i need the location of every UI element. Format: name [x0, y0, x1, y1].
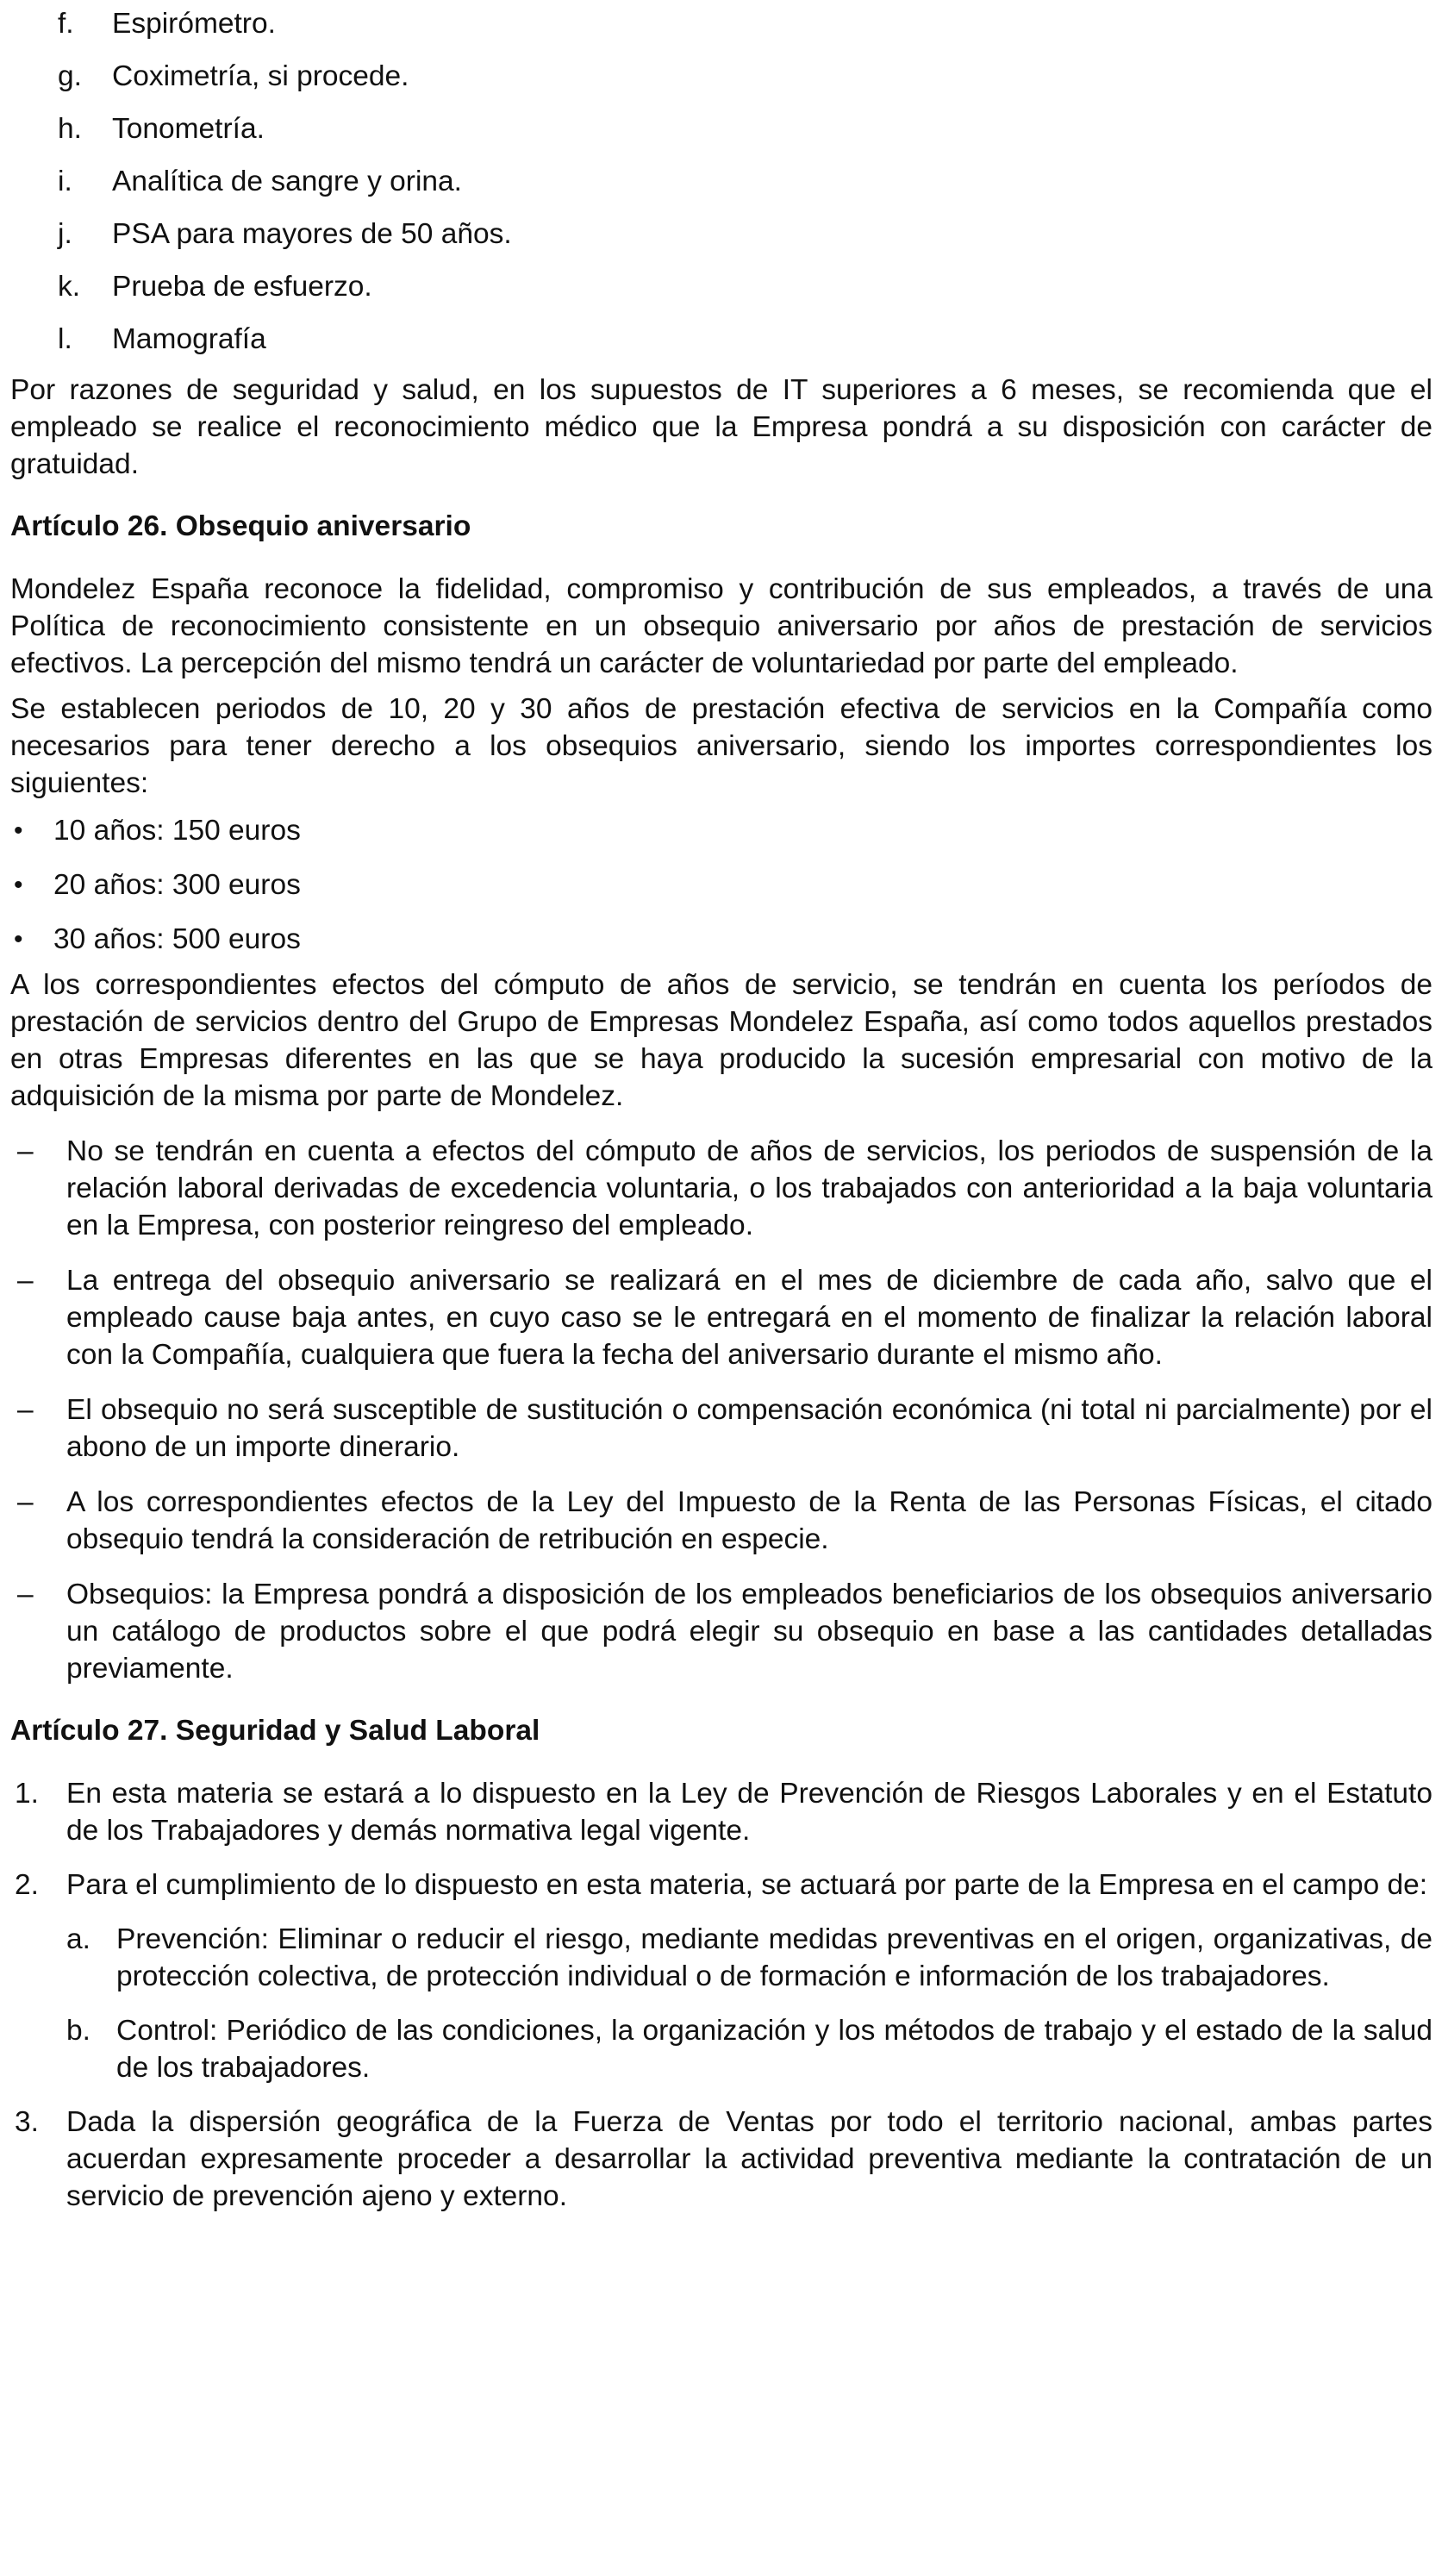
item-text: En esta materia se estará a lo dispuesto en la Ley de Prevención de Riesgos Laborales y en el Estatuto de los Trabajadores y demás normativa legal vigente.: [66, 1777, 1432, 1847]
item-text: Para el cumplimiento de lo dispuesto en esta materia, se actuará por parte de la Empresa en el campo de:: [66, 1868, 1428, 1901]
bullet-list: [10, 803, 1432, 966]
item-text: La entrega del obsequio aniversario se realizará en el mes de diciembre de cada año, salvo que el empleado cause baja antes, en cuyo caso se le entregará en el momento de finalizar la relación laboral con la Compañía, cualquiera que fuera la fecha del aniversario durante el mismo año.: [66, 1264, 1432, 1371]
item-text: Analítica de sangre y orina.: [112, 166, 462, 197]
list-item: [10, 1775, 1432, 1849]
list-item: [10, 1391, 1432, 1466]
item-text: Tonometría.: [112, 113, 265, 145]
item-label: l.: [58, 323, 72, 355]
item-text: Obsequios: la Empresa pondrá a disposición de los empleados beneficiarios de los obsequios aniversario un catálogo de productos sobre el que podrá elegir su obsequio en base a las cantidades detalladas previamente.: [66, 1578, 1432, 1685]
item-label: i.: [58, 166, 72, 197]
list-item: [10, 263, 1432, 316]
item-text: Control: Periódico de las condiciones, la organización y los métodos de trabajo y el estado de la salud de los trabajadores.: [116, 2014, 1432, 2084]
list-item: [10, 158, 1432, 210]
lettered-list: [10, 0, 1432, 368]
list-item: [10, 1133, 1432, 1244]
item-text: El obsequio no será susceptible de sustitución o compensación económica (ni total ni parcialmente) por el abono de un importe dinerario.: [66, 1393, 1432, 1463]
article-27-heading: Artículo 27. Seguridad y Salud Laboral: [10, 1714, 540, 1747]
item-label: h.: [58, 113, 82, 145]
article-26-paragraph: Se establecen periodos de 10, 20 y 30 años de prestación efectiva de servicios en la Compañía como necesarios para tener derecho a los obsequios aniversario, siendo los importes correspondientes los siguientes:: [10, 692, 1432, 799]
item-number: 2.: [15, 1868, 39, 1901]
bullet-icon: •: [14, 870, 23, 899]
list-item: [10, 1866, 1432, 1904]
item-label: g.: [58, 60, 82, 92]
list-item: [10, 1484, 1432, 1558]
dash-icon: –: [17, 1485, 34, 1518]
list-item: [10, 210, 1432, 263]
list-item: [10, 1262, 1432, 1373]
list-item: [10, 2104, 1432, 2215]
article-26-heading: Artículo 26. Obsequio aniversario: [10, 510, 471, 542]
dash-icon: –: [17, 1135, 34, 1167]
item-text: Mamografía: [112, 323, 266, 355]
item-number: 1.: [15, 1777, 39, 1810]
document-page: [10, 0, 1432, 2215]
item-text: 20 años: 300 euros: [53, 868, 301, 901]
item-text: PSA para mayores de 50 años.: [112, 218, 512, 250]
list-item: [10, 803, 1432, 858]
item-text: 30 años: 500 euros: [53, 922, 301, 955]
item-text: Dada la dispersión geográfica de la Fuerza de Ventas por todo el territorio nacional, ambas partes acuerdan expresamente proceder a desarrollar la actividad preventiva mediante la contratación de un servicio de prevención ajeno y externo.: [66, 2105, 1432, 2212]
item-label: k.: [58, 271, 81, 303]
dash-icon: –: [17, 1578, 34, 1610]
list-item: [10, 316, 1432, 368]
list-item: [10, 1576, 1432, 1687]
item-label: b.: [66, 2014, 90, 2047]
bullet-icon: •: [14, 816, 23, 845]
dash-list: [10, 1133, 1432, 1687]
article-26-paragraph: Mondelez España reconoce la fidelidad, compromiso y contribución de sus empleados, a través de una Política de reconocimiento consistente en un obsequio aniversario por años de prestación de servicios efectivos. La percepción del mismo tendrá un carácter de voluntariedad por parte del empleado.: [10, 572, 1432, 679]
item-label: f.: [58, 8, 74, 40]
numbered-list: [10, 1775, 1432, 2215]
item-text: Espirómetro.: [112, 8, 276, 40]
list-item: [10, 858, 1432, 912]
item-text: A los correspondientes efectos de la Ley del Impuesto de la Renta de las Personas Físicas, el citado obsequio tendrá la consideración de retribución en especie.: [66, 1485, 1432, 1555]
item-text: Prueba de esfuerzo.: [112, 271, 372, 303]
dash-icon: –: [17, 1264, 34, 1297]
sub-list-item: [10, 1921, 1432, 1995]
item-label: a.: [66, 1923, 90, 1955]
dash-icon: –: [17, 1393, 34, 1426]
item-text: Prevención: Eliminar o reducir el riesgo, mediante medidas preventivas en el origen, organizativas, de protección colectiva, de protección individual o de formación e información de los trabajadores.: [116, 1923, 1432, 1992]
item-text: Coximetría, si procede.: [112, 60, 409, 92]
item-label: j.: [58, 218, 72, 250]
item-number: 3.: [15, 2105, 39, 2138]
item-text: No se tendrán en cuenta a efectos del cómputo de años de servicios, los periodos de suspensión de la relación laboral derivadas de excedencia voluntaria, o los trabajados con anterioridad a la baja voluntaria en la Empresa, con posterior reingreso del empleado.: [66, 1135, 1432, 1241]
sub-list-item: [10, 2012, 1432, 2086]
list-item: [10, 912, 1432, 966]
list-item: [10, 105, 1432, 158]
list-item: [10, 0, 1432, 53]
list-item: [10, 53, 1432, 105]
paragraph-it: Por razones de seguridad y salud, en los supuestos de IT superiores a 6 meses, se recomienda que el empleado se realice el reconocimiento médico que la Empresa pondrá a su disposición con carácter de gratuidad.: [10, 374, 1432, 480]
article-26-paragraph: A los correspondientes efectos del cómputo de años de servicio, se tendrán en cuenta los períodos de prestación de servicios dentro del Grupo de Empresas Mondelez España, así como todos aquellos prestados en otras Empresas diferentes en las que se haya producido la sucesión empresarial con motivo de la adquisición de la misma por parte de Mondelez.: [10, 968, 1432, 1112]
bullet-icon: •: [14, 924, 23, 953]
item-text: 10 años: 150 euros: [53, 814, 301, 847]
